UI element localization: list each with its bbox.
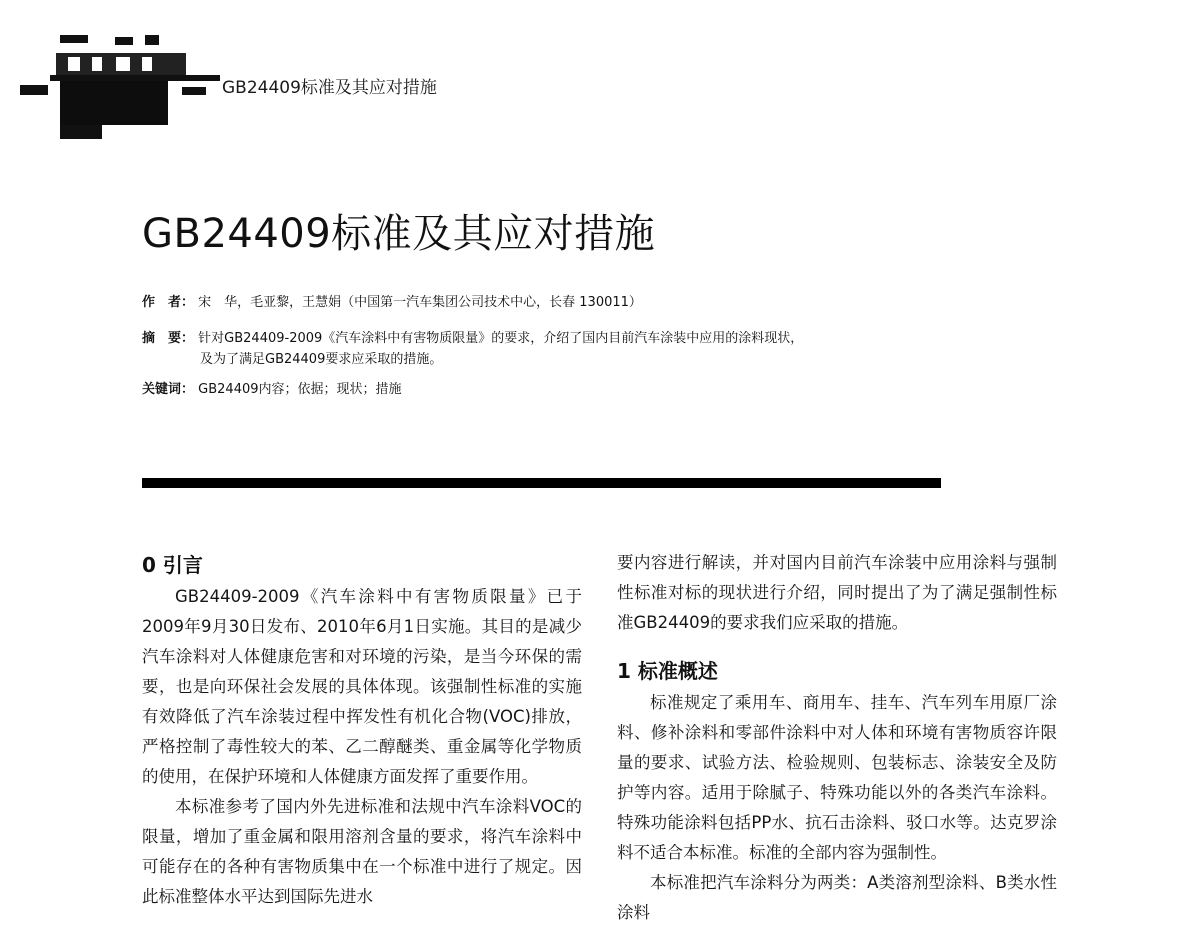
abstract-block <box>142 328 803 370</box>
journal-logo <box>20 35 230 145</box>
section-heading-introduction: 0 引言 <box>142 553 203 577</box>
article-title: GB24409标准及其应对措施 <box>142 211 656 257</box>
abstract-label: 摘 要： <box>142 331 195 346</box>
abstract-line-1: 针对GB24409-2009《汽车涂料中有害物质限量》的要求，介绍了国内目前汽车涂装中应用的涂料现状， <box>198 331 804 346</box>
paragraph: 标准规定了乘用车、商用车、挂车、汽车列车用原厂涂料、修补涂料和零部件涂料中对人体和环境有害物质容许限量的要求、试验方法、检验规则、包装标志、涂装安全及防护等内容。适用于除腻子、特殊功能以外的各类汽车涂料。特殊功能涂料包括PP水、抗石击涂料、驳口水等。达克罗涂料不适合本标准。标准的全部内容为强制性。 <box>617 693 1057 862</box>
right-column <box>617 548 1057 928</box>
section-divider <box>142 478 941 488</box>
abstract-line-2: 及为了满足GB24409要求应采取的措施。 <box>200 352 443 367</box>
keywords-label: 关键词： <box>142 382 195 397</box>
paragraph: GB24409-2009《汽车涂料中有害物质限量》已于2009年9月30日发布、2010年6月1日实施。其目的是减少汽车涂料对人体健康危害和对环境的污染，是当今环保的需要，也是向环保社会发展的具体体现。该强制性标准的实施有效降低了汽车涂装过程中挥发性有机化合物(VOC)排放，严格控制了毒性较大的苯、乙二醇醚类、重金属等化学物质的使用，在保护环境和人体健康方面发挥了重要作用。 <box>142 587 582 786</box>
running-header-title: GB24409标准及其应对措施 <box>222 78 437 98</box>
keywords-line <box>142 379 402 400</box>
authors-text: 宋 华，毛亚黎，王慧娟（中国第一汽车集团公司技术中心，长春 130011） <box>198 295 642 310</box>
authors-line <box>142 292 642 313</box>
authors-label: 作 者： <box>142 295 195 310</box>
section-heading-overview: 1 标准概述 <box>617 659 718 683</box>
paragraph: 要内容进行解读，并对国内目前汽车涂装中应用涂料与强制性标准对标的现状进行介绍，同时提出了为了满足强制性标准GB24409的要求我们应采取的措施。 <box>617 553 1057 632</box>
paragraph: 本标准把汽车涂料分为两类：A类溶剂型涂料、B类水性涂料 <box>617 873 1057 922</box>
keywords-text: GB24409内容；依据；现状；措施 <box>198 382 402 397</box>
left-column <box>142 548 582 912</box>
paragraph: 本标准参考了国内外先进标准和法规中汽车涂料VOC的限量，增加了重金属和限用溶剂含量的要求，将汽车涂料中可能存在的各种有害物质集中在一个标准中进行了规定。因此标准整体水平达到国际先进水 <box>142 797 582 906</box>
